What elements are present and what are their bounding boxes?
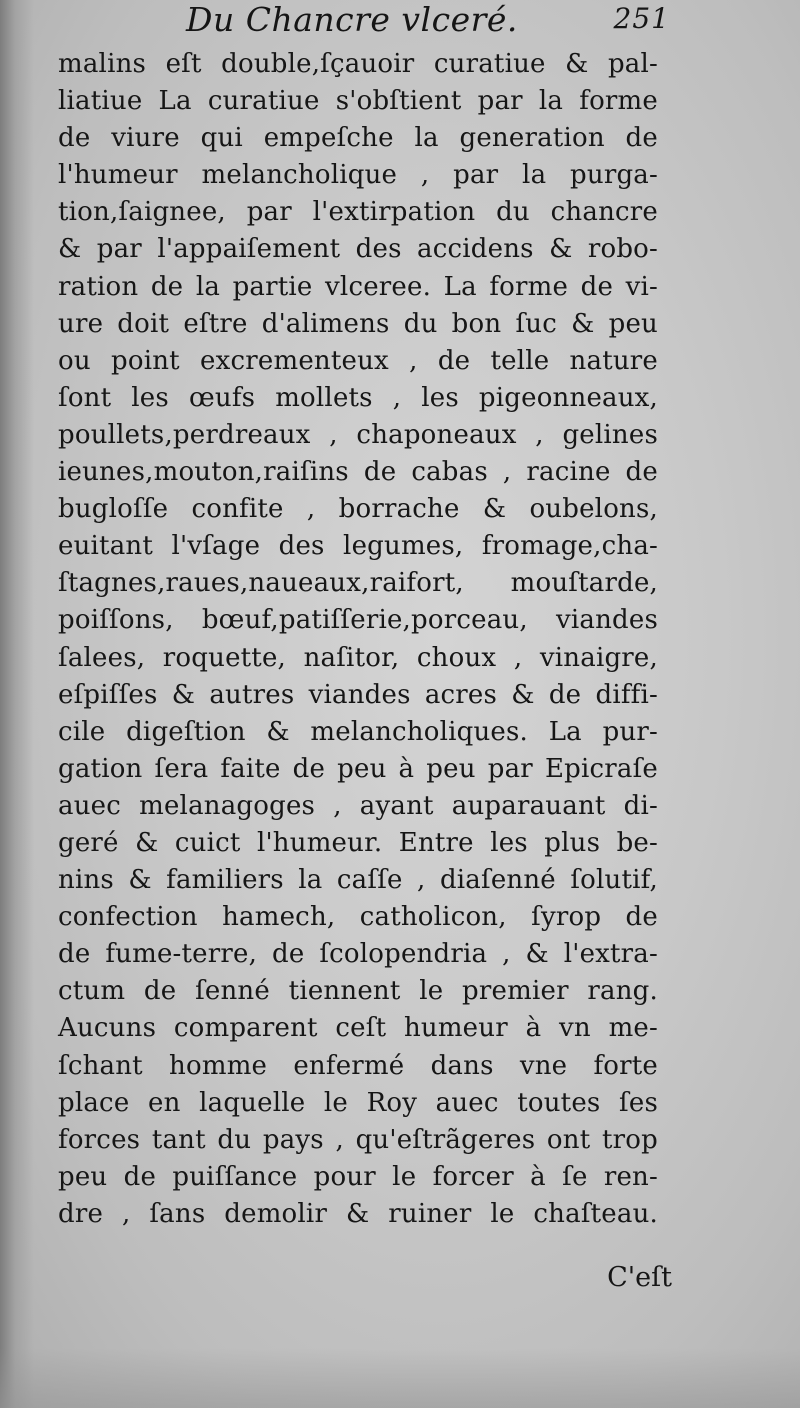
text-line: ou point excrementeux , de telle nature bbox=[58, 345, 658, 376]
text-line: liatiue La curatiue s'obſtient par la forme bbox=[58, 86, 658, 117]
text-line: peu de puiſſance pour le forcer à ſe ren- bbox=[58, 1161, 658, 1192]
text-line: ſtagnes,raues,naueaux,raifort, mouſtarde, bbox=[58, 568, 658, 599]
text-line: de fume-terre, de ſcolopendria , & l'extra- bbox=[58, 939, 658, 970]
text-line: forces tant du pays , qu'eſtrãgeres ont trop bbox=[58, 1124, 658, 1155]
text-line: geré & cuict l'humeur. Entre les plus be- bbox=[58, 827, 658, 858]
text-line: place en laquelle le Roy auec toutes ſes bbox=[58, 1087, 658, 1118]
catchword: C'eſt bbox=[607, 1262, 672, 1293]
page-bottom-shadow bbox=[0, 1348, 800, 1408]
text-line: l'humeur melancholique , par la purga- bbox=[58, 160, 658, 191]
text-line: ſont les œufs mollets , les pigeonneaux, bbox=[58, 382, 658, 413]
text-line: ration de la partie vlceree. La forme de vi- bbox=[58, 271, 658, 302]
body-text bbox=[58, 46, 658, 1233]
text-line: poullets,perdreaux , chaponeaux , gelines bbox=[58, 419, 658, 450]
text-line: gation ſera faite de peu à peu par Epicraſe bbox=[58, 753, 658, 784]
text-line: de viure qui empeſche la generation de bbox=[58, 123, 658, 154]
running-title: Du Chancre vlceré. bbox=[186, 0, 518, 39]
text-line: confection hamech, catholicon, ſyrop de bbox=[58, 902, 658, 933]
text-line: poiſſons, bœuf,patiſſerie,porceau, viandes bbox=[58, 605, 658, 636]
text-line: nins & familiers la caſſe , diaſenné ſolutif, bbox=[58, 865, 658, 896]
text-line: auec melanagoges , ayant auparauant di- bbox=[58, 790, 658, 821]
text-line: ieunes,mouton,raiſins de cabas , racine de bbox=[58, 457, 658, 488]
text-line: & par l'appaiſement des accidens & robo- bbox=[58, 234, 658, 265]
text-line: tion,ſaignee, par l'extirpation du chancre bbox=[58, 197, 658, 228]
running-head bbox=[150, 0, 670, 44]
text-line: ctum de ſenné tiennent le premier rang. bbox=[58, 976, 658, 1007]
text-line: cile digeſtion & melancholiques. La pur- bbox=[58, 716, 658, 747]
page-gutter-shadow bbox=[0, 0, 34, 1408]
text-line: ſalees, roquette, naſitor, choux , vinaigre, bbox=[58, 642, 658, 673]
text-line: malins eſt double,ſçauoir curatiue & pal- bbox=[58, 49, 658, 79]
text-line: euitant l'vſage des legumes, fromage,cha- bbox=[58, 531, 658, 562]
text-line: Aucuns comparent ceſt humeur à vn me- bbox=[58, 1013, 658, 1044]
text-line: ure doit eſtre d'alimens du bon ſuc & peu bbox=[58, 308, 658, 339]
text-line: ſchant homme enfermé dans vne forte bbox=[58, 1050, 658, 1081]
text-line: bugloſſe confite , borrache & oubelons, bbox=[58, 494, 658, 525]
text-line: dre , ſans demolir & ruiner le chaſteau. bbox=[58, 1198, 658, 1229]
page-number: 251 bbox=[613, 2, 670, 35]
text-line: eſpiſſes & autres viandes acres & de diffi- bbox=[58, 679, 658, 710]
